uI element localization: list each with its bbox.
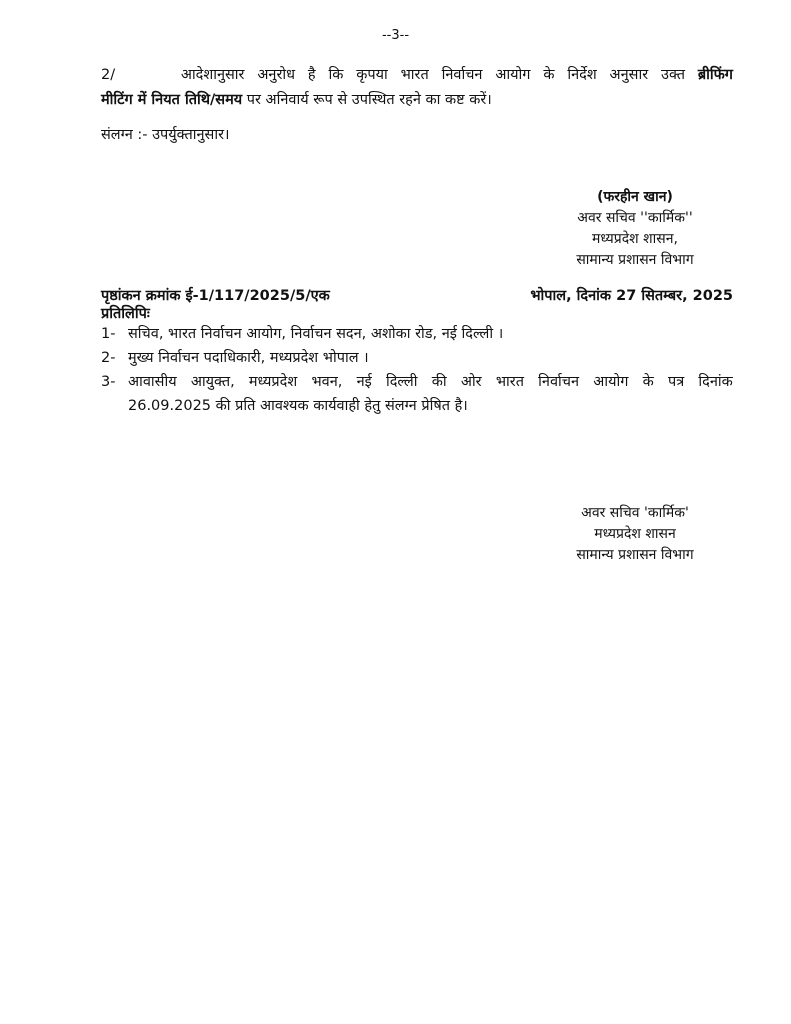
signatory-state: मध्यप्रदेश शासन — [594, 526, 676, 542]
signature-block — [545, 187, 725, 271]
page-number: --3-- — [381, 28, 410, 43]
paragraph-number: 2/ — [101, 67, 116, 83]
paragraph-text: पर अनिवार्य रूप से उपस्थित रहने का कष्ट करें। — [242, 92, 492, 108]
paragraph-word: कि — [328, 67, 344, 83]
paragraph-word: उक्त — [661, 67, 685, 83]
reference-number: पृष्ठांकन क्रमांक ई-1/117/2025/5/एक — [101, 288, 330, 304]
list-item — [101, 346, 733, 370]
paragraph-word: निर्देश — [567, 67, 597, 83]
list-item-number: 1- — [101, 326, 116, 342]
paragraph-word: कृपया — [356, 67, 388, 83]
paragraph-line-2 — [101, 88, 733, 113]
paragraph-word: आयोग — [495, 67, 531, 83]
paragraph-word: निर्वाचन — [441, 67, 483, 83]
paragraph-line-1 — [101, 63, 733, 88]
list-item-number: 2- — [101, 350, 116, 366]
paragraph-indent — [128, 63, 168, 88]
cc-list — [101, 322, 733, 418]
list-item-text: मुख्य निर्वाचन पदाधिकारी, मध्यप्रदेश भोपाल । — [128, 350, 369, 366]
list-item — [101, 322, 733, 346]
paragraph-bold-text: ब्रीफिंग — [697, 67, 733, 83]
paragraph-word: आदेशानुसार — [180, 67, 245, 83]
paragraph-word: है — [307, 67, 316, 83]
paragraph-word: के — [543, 67, 555, 83]
list-item-text-line: आवासीय आयुक्त, मध्यप्रदेश भवन, नई दिल्ली की ओर भारत निर्वाचन आयोग के पत्र दिनांक — [128, 374, 733, 390]
place-date: भोपाल, दिनांक 27 सितम्बर, 2025 — [530, 288, 733, 304]
enclosure-note: संलग्न :- उपर्युक्तानुसार। — [101, 127, 230, 143]
list-item-text: सचिव, भारत निर्वाचन आयोग, निर्वाचन सदन, अशोका रोड, नई दिल्ली । — [128, 326, 504, 342]
main-paragraph — [101, 63, 733, 113]
list-item — [101, 370, 733, 418]
signatory-name: (फरहीन खान) — [597, 189, 673, 205]
paragraph-word: अनुसार — [609, 67, 649, 83]
signature-block-copy — [545, 503, 725, 566]
cc-heading: प्रतिलिपिः — [101, 306, 150, 322]
paragraph-bold-text: मीटिंग में नियत तिथि/समय — [101, 92, 243, 108]
list-item-number: 3- — [101, 374, 116, 390]
signatory-designation: अवर सचिव 'कार्मिक' — [581, 505, 689, 521]
paragraph-word: अनुरोध — [257, 67, 296, 83]
list-item-text-line: 26.09.2025 की प्रति आवश्यक कार्यवाही हेतु संलग्न प्रेषित है। — [128, 398, 468, 414]
signatory-department: सामान्य प्रशासन विभाग — [576, 547, 694, 563]
signatory-state: मध्यप्रदेश शासन, — [592, 231, 678, 247]
signatory-designation: अवर सचिव ''कार्मिक'' — [577, 210, 693, 226]
signatory-department: सामान्य प्रशासन विभाग — [576, 252, 694, 268]
paragraph-word: भारत — [400, 67, 429, 83]
